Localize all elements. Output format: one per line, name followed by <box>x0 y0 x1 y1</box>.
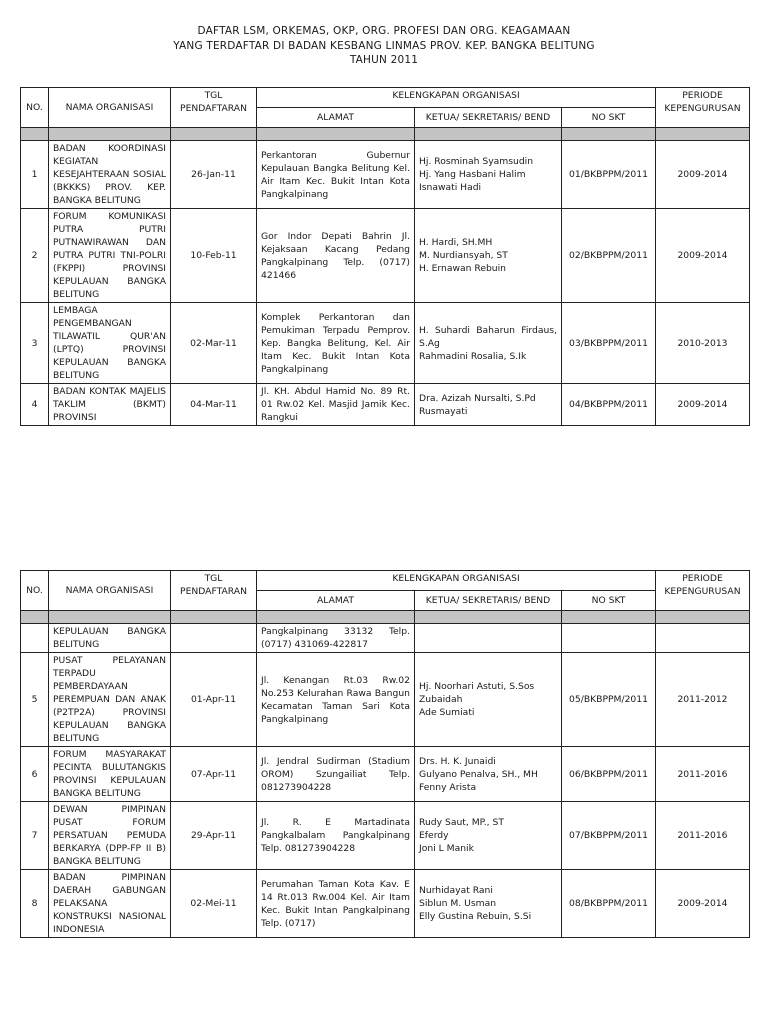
col-header-periode: PERIODE KEPENGURUSAN <box>656 88 750 128</box>
ketua-line: M. Nurdiansyah, ST <box>419 250 508 261</box>
cell-nama-organisasi: FORUM KOMUNIKASI PUTRA PUTRI PUTNAWIRAWAN DAN PUTRA PUTRI TNI-POLRI (FKPPI) PROVINSI KEPULAUAN BANGKA BELITUNG <box>49 209 171 303</box>
organization-table-2 <box>20 570 750 938</box>
cell-nama-organisasi: KEPULAUAN BANGKA BELITUNG <box>49 624 171 653</box>
grey-spacer-row <box>21 128 750 141</box>
cell-no-skt: 01/BKBPPM/2011 <box>562 141 656 209</box>
col-header-no: NO. <box>21 571 49 611</box>
ketua-line: Zubaidah <box>419 694 463 705</box>
cell-periode: 2011-2012 <box>656 653 750 747</box>
cell-no-skt: 08/BKBPPM/2011 <box>562 870 656 938</box>
ketua-line: Dra. Azizah Nursalti, S.Pd <box>419 392 536 404</box>
col-header-alamat: ALAMAT <box>257 108 415 128</box>
cell-alamat: Perkantoran Gubernur Kepulauan Bangka Belitung Kel. Air Itam Kec. Bukit Intan Kota Pangkalpinang <box>257 141 415 209</box>
table-row <box>21 747 750 802</box>
cell-alamat: Gor Indor Depati Bahrin Jl. Kejaksaan Kacang Pedang Pangkalpinang Telp. (0717) 421466 <box>257 209 415 303</box>
table-row <box>21 624 750 653</box>
ketua-line: Rudy Saut, MP., ST <box>419 817 504 828</box>
cell-periode: 2009-2014 <box>656 384 750 426</box>
cell-no: 7 <box>21 802 49 870</box>
cell-no-skt <box>562 624 656 653</box>
cell-no-skt: 06/BKBPPM/2011 <box>562 747 656 802</box>
cell-nama-organisasi: BADAN KOORDINASI KEGIATAN KESEJAHTERAAN SOSIAL (BKKKS) PROV. KEP. BANGKA BELITUNG <box>49 141 171 209</box>
cell-no <box>21 624 49 653</box>
cell-nama-organisasi: FORUM MASYARAKAT PECINTA BULUTANGKIS PROVINSI KEPULAUAN BANGKA BELITUNG <box>49 747 171 802</box>
heading-line-2: YANG TERDAFTAR DI BADAN KESBANG LINMAS PROV. KEP. BANGKA BELITUNG <box>173 39 595 52</box>
cell-ketua-sekretaris-bend <box>415 209 562 303</box>
cell-tgl-pendaftaran: 04-Mar-11 <box>171 384 257 426</box>
ketua-line: Isnawati Hadi <box>419 182 482 193</box>
col-header-skt: NO SKT <box>562 591 656 611</box>
ketua-line: Eferdy <box>419 830 449 841</box>
ketua-line: Siblun M. Usman <box>419 898 497 909</box>
cell-no-skt: 07/BKBPPM/2011 <box>562 802 656 870</box>
col-header-ketua: KETUA/ SEKRETARIS/ BEND <box>415 591 562 611</box>
ketua-line: Joni L Manik <box>419 843 474 854</box>
cell-no: 6 <box>21 747 49 802</box>
cell-alamat: Perumahan Taman Kota Kav. E 14 Rt.013 Rw.004 Kel. Air Itam Kec. Bukit Intan Pangkalpinang Telp. (0717) <box>257 870 415 938</box>
cell-tgl-pendaftaran: 02-Mei-11 <box>171 870 257 938</box>
cell-tgl-pendaftaran <box>171 624 257 653</box>
cell-tgl-pendaftaran: 29-Apr-11 <box>171 802 257 870</box>
col-header-ketua: KETUA/ SEKRETARIS/ BEND <box>415 108 562 128</box>
cell-nama-organisasi: PUSAT PELAYANAN TERPADU PEMBERDAYAAN PEREMPUAN DAN ANAK (P2TP2A) PROVINSI KEPULAUAN BANGKA BELITUNG <box>49 653 171 747</box>
table-row <box>21 384 750 426</box>
col-header-no: NO. <box>21 88 49 128</box>
cell-tgl-pendaftaran: 01-Apr-11 <box>171 653 257 747</box>
ketua-line: H. Suhardi Baharun Firdaus, S.Ag <box>419 324 557 349</box>
cell-no-skt: 05/BKBPPM/2011 <box>562 653 656 747</box>
cell-periode: 2011-2016 <box>656 802 750 870</box>
cell-no: 2 <box>21 209 49 303</box>
cell-periode: 2009-2014 <box>656 141 750 209</box>
cell-periode: 2009-2014 <box>656 209 750 303</box>
cell-ketua-sekretaris-bend <box>415 384 562 426</box>
cell-no: 1 <box>21 141 49 209</box>
organization-table-1 <box>20 87 750 426</box>
cell-tgl-pendaftaran: 26-Jan-11 <box>171 141 257 209</box>
col-header-skt: NO SKT <box>562 108 656 128</box>
heading-line-1: DAFTAR LSM, ORKEMAS, OKP, ORG. PROFESI DAN ORG. KEAGAMAAN <box>197 25 571 37</box>
cell-periode: 2011-2016 <box>656 747 750 802</box>
cell-ketua-sekretaris-bend <box>415 747 562 802</box>
table-1-body <box>21 141 750 426</box>
cell-ketua-sekretaris-bend <box>415 870 562 938</box>
table-row <box>21 141 750 209</box>
cell-alamat: Jl. R. E Martadinata Pangkalbalam Pangkalpinang Telp. 081273904228 <box>257 802 415 870</box>
cell-ketua-sekretaris-bend <box>415 624 562 653</box>
cell-no-skt: 02/BKBPPM/2011 <box>562 209 656 303</box>
ketua-line: Nurhidayat Rani <box>419 885 493 896</box>
cell-periode: 2009-2014 <box>656 870 750 938</box>
cell-no: 5 <box>21 653 49 747</box>
ketua-line: Gulyano Penalva, SH., MH <box>419 768 538 780</box>
cell-periode: 2010-2013 <box>656 303 750 384</box>
cell-tgl-pendaftaran: 10-Feb-11 <box>171 209 257 303</box>
cell-ketua-sekretaris-bend <box>415 802 562 870</box>
cell-nama-organisasi: LEMBAGA PENGEMBANGAN TILAWATIL QUR'AN (LPTQ) PROVINSI KEPULAUAN BANGKA BELITUNG <box>49 303 171 384</box>
cell-alamat: Komplek Perkantoran dan Pemukiman Terpadu Pemprov. Kep. Bangka Belitung, Kel. Air Itam Kec. Bukit Intan Kota Pangkalpinang <box>257 303 415 384</box>
ketua-line: Fenny Arista <box>419 781 477 793</box>
cell-no: 8 <box>21 870 49 938</box>
col-header-tgl: TGL PENDAFTARAN <box>171 88 257 128</box>
ketua-line: Drs. H. K. Junaidi <box>419 755 496 767</box>
cell-no-skt: 04/BKBPPM/2011 <box>562 384 656 426</box>
col-header-nama: NAMA ORGANISASI <box>49 571 171 611</box>
ketua-line: Rahmadini Rosalia, S.Ik <box>419 350 527 362</box>
col-header-kelengkapan: KELENGKAPAN ORGANISASI <box>257 571 656 591</box>
table-row <box>21 209 750 303</box>
cell-ketua-sekretaris-bend <box>415 141 562 209</box>
document-heading <box>0 24 768 68</box>
col-header-nama: NAMA ORGANISASI <box>49 88 171 128</box>
ketua-line: Hj. Yang Hasbani Halim <box>419 169 526 180</box>
col-header-alamat: ALAMAT <box>257 591 415 611</box>
ketua-line: Elly Gustina Rebuin, S.Si <box>419 911 532 922</box>
cell-nama-organisasi: BADAN KONTAK MAJELIS TAKLIM (BKMT) PROVINSI <box>49 384 171 426</box>
cell-no: 3 <box>21 303 49 384</box>
cell-alamat: Jl. KH. Abdul Hamid No. 89 Rt. 01 Rw.02 Kel. Masjid Jamik Kec. Rangkui <box>257 384 415 426</box>
ketua-line: Hj. Rosminah Syamsudin <box>419 156 534 167</box>
cell-periode <box>656 624 750 653</box>
table-row <box>21 653 750 747</box>
heading-line-3: TAHUN 2011 <box>349 54 419 66</box>
cell-ketua-sekretaris-bend <box>415 653 562 747</box>
cell-no-skt: 03/BKBPPM/2011 <box>562 303 656 384</box>
cell-ketua-sekretaris-bend <box>415 303 562 384</box>
cell-alamat: Jl. Kenangan Rt.03 Rw.02 No.253 Kelurahan Rawa Bangun Kecamatan Taman Sari Kota Pangkalpinang <box>257 653 415 747</box>
table-row <box>21 303 750 384</box>
table-row <box>21 870 750 938</box>
ketua-line: Rusmayati <box>419 405 468 417</box>
cell-tgl-pendaftaran: 02-Mar-11 <box>171 303 257 384</box>
cell-no: 4 <box>21 384 49 426</box>
col-header-periode: PERIODE KEPENGURUSAN <box>656 571 750 611</box>
table-row <box>21 802 750 870</box>
col-header-tgl: TGL PENDAFTARAN <box>171 571 257 611</box>
cell-tgl-pendaftaran: 07-Apr-11 <box>171 747 257 802</box>
table-2-body <box>21 624 750 938</box>
cell-nama-organisasi: DEWAN PIMPINAN PUSAT FORUM PERSATUAN PEMUDA BERKARYA (DPP-FP II B) BANGKA BELITUNG <box>49 802 171 870</box>
cell-alamat: Pangkalpinang 33132 Telp. (0717) 431069-422817 <box>257 624 415 653</box>
ketua-line: H. Hardi, SH.MH <box>419 237 493 248</box>
ketua-line: H. Ernawan Rebuin <box>419 263 507 274</box>
ketua-line: Hj. Noorhari Astuti, S.Sos <box>419 681 535 692</box>
ketua-line: Ade Sumiati <box>419 707 475 718</box>
cell-nama-organisasi: BADAN PIMPINAN DAERAH GABUNGAN PELAKSANA KONSTRUKSI NASIONAL INDONESIA <box>49 870 171 938</box>
col-header-kelengkapan: KELENGKAPAN ORGANISASI <box>257 88 656 108</box>
grey-spacer-row <box>21 611 750 624</box>
cell-alamat: Jl. Jendral Sudirman (Stadium OROM) Szungailiat Telp. 081273904228 <box>257 747 415 802</box>
